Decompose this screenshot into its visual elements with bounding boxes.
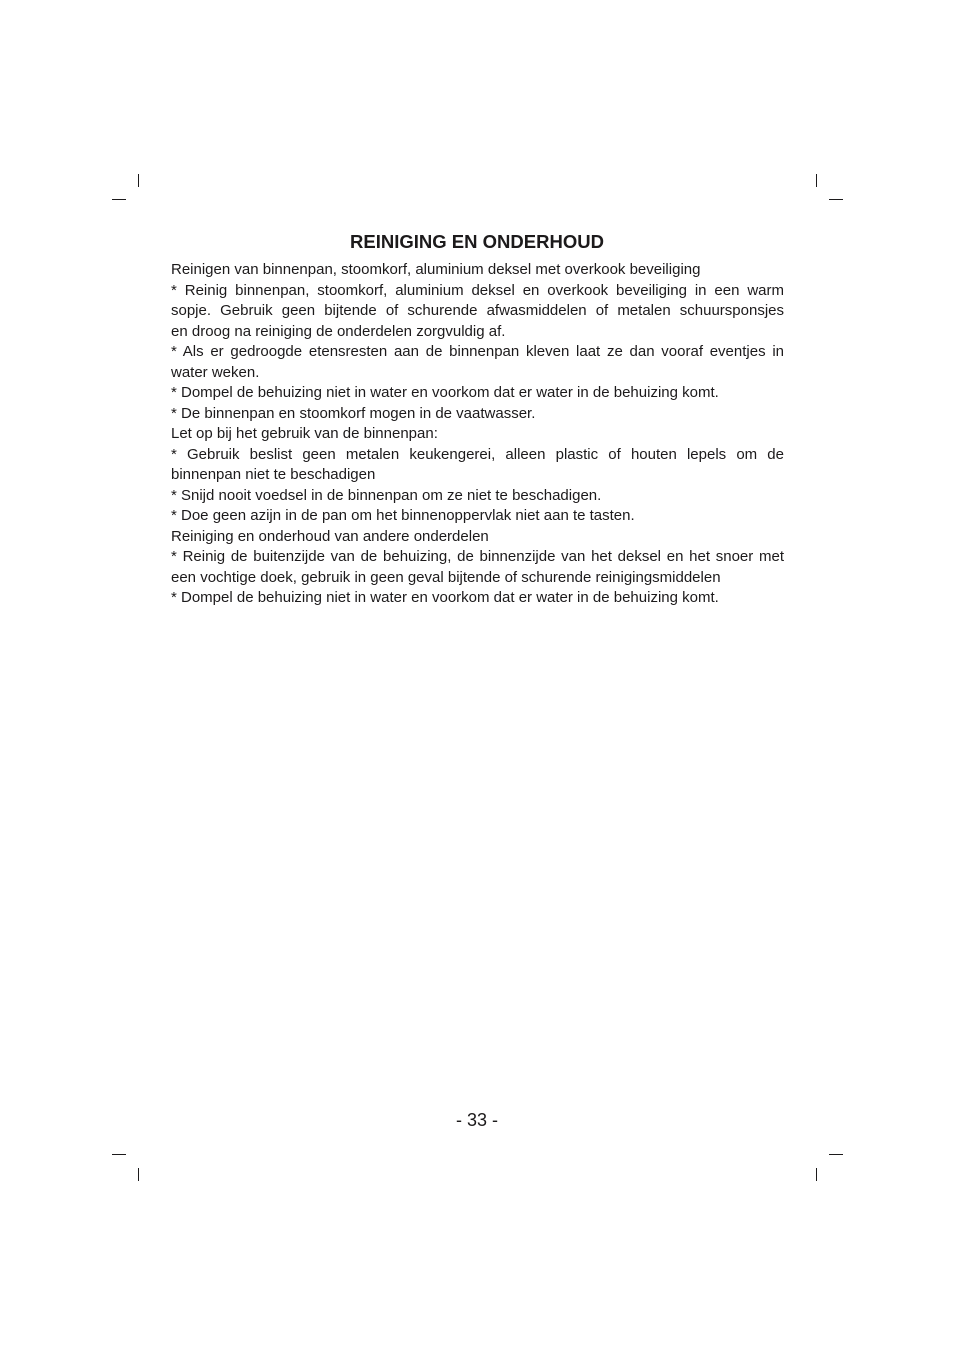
paragraph <box>171 342 784 383</box>
crop-mark-top-right-horizontal <box>829 199 843 200</box>
text-line: * Als er gedroogde etensresten aan de binnenpan kleven laat ze dan vooraf eventjes in <box>171 343 784 360</box>
text-line: * Dompel de behuizing niet in water en voorkom dat er water in de behuizing komt. <box>171 384 719 401</box>
crop-mark-bottom-right-vertical <box>816 1168 817 1181</box>
text-line: * Doe geen azijn in de pan om het binnenoppervlak niet aan te tasten. <box>171 507 635 524</box>
crop-mark-top-right-vertical <box>816 174 817 187</box>
text-line: en droog na reiniging de onderdelen zorgvuldig af. <box>171 322 506 340</box>
crop-mark-bottom-left-vertical <box>138 1168 139 1181</box>
paragraph <box>171 486 784 507</box>
text-line: een vochtige doek, gebruik in geen geval bijtende of schurende reinigingsmiddelen <box>171 568 721 586</box>
text-line: * Gebruik beslist geen metalen keukengerei, alleen plastic of houten lepels om de <box>171 445 784 463</box>
paragraph <box>171 588 784 609</box>
text-line: binnenpan niet te beschadigen <box>171 466 376 483</box>
body-text <box>171 260 784 609</box>
text-line: * De binnenpan en stoomkorf mogen in de vaatwasser. <box>171 404 536 422</box>
text-line: * Snijd nooit voedsel in de binnenpan om ze niet te beschadigen. <box>171 486 602 504</box>
text-line: * Reinig de buitenzijde van de behuizing, de binnenzijde van het deksel en het snoer met <box>171 548 784 565</box>
paragraph <box>171 547 784 588</box>
paragraph <box>171 527 784 548</box>
crop-mark-top-left-horizontal <box>112 199 126 200</box>
paragraph <box>171 404 784 425</box>
page-number: - 33 - <box>455 1110 498 1130</box>
paragraph <box>171 281 784 343</box>
paragraph <box>171 383 784 404</box>
text-line: * Dompel de behuizing niet in water en voorkom dat er water in de behuizing komt. <box>171 589 719 606</box>
crop-mark-bottom-left-horizontal <box>112 1154 126 1155</box>
paragraph <box>171 424 784 445</box>
text-line: * Reinig binnenpan, stoomkorf, aluminium deksel en overkook beveiliging in een warm <box>171 281 784 299</box>
text-line: Reiniging en onderhoud van andere onderdelen <box>171 527 489 545</box>
text-line: water weken. <box>171 363 260 381</box>
text-line: sopje. Gebruik geen bijtende of schurende afwasmiddelen of metalen schuursponsjes <box>171 302 784 319</box>
paragraph <box>171 445 784 486</box>
crop-mark-top-left-vertical <box>138 174 139 187</box>
paragraph <box>171 260 784 281</box>
text-line: Let op bij het gebruik van de binnenpan: <box>171 425 438 442</box>
page-title: REINIGING EN ONDERHOUD <box>350 231 604 252</box>
paragraph <box>171 506 784 527</box>
crop-mark-bottom-right-horizontal <box>829 1154 843 1155</box>
text-line: Reinigen van binnenpan, stoomkorf, aluminium deksel met overkook beveiliging <box>171 261 701 278</box>
